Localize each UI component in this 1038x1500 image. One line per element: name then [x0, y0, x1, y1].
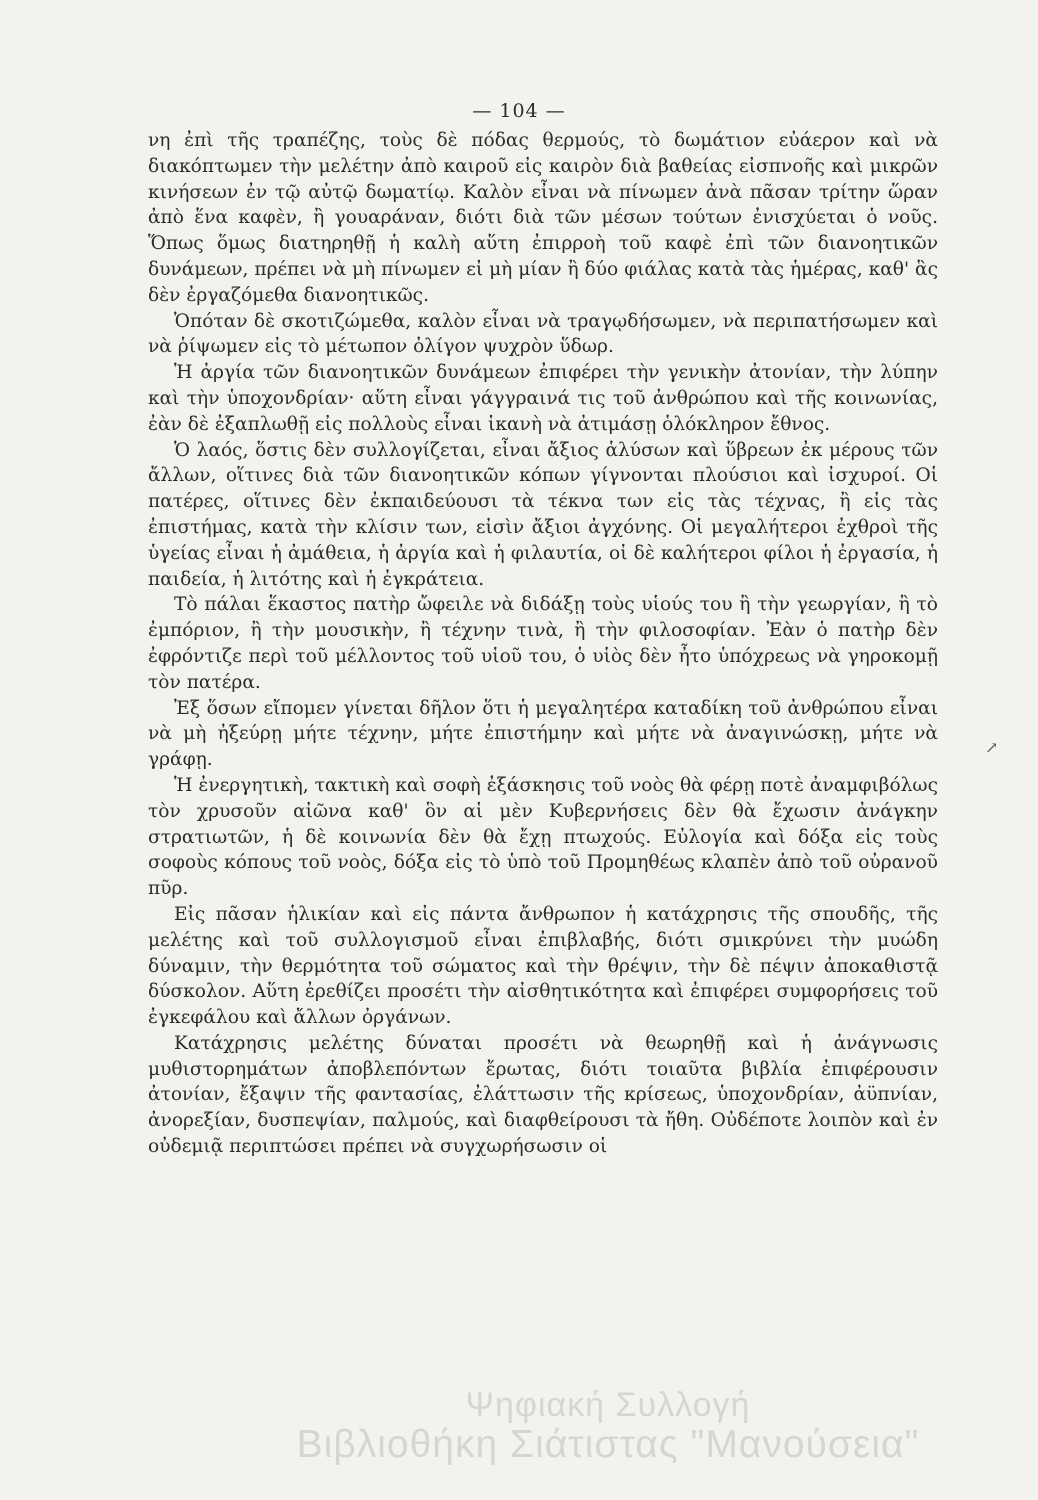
body-text: [148, 128, 938, 1160]
paragraph: Κατάχρησις μελέτης δύναται προσέτι νὰ θεωρηθῇ καὶ ἡ ἀνάγνωσις μυθιστορημάτων ἀποβλεπόντων ἔρωτας, διότι τοιαῦτα βιβλία ἐπιφέρουσιν ἀτονίαν, ἔξαψιν τῆς φαντασίας, ἐλάττωσιν τῆς κρίσεως, ὑποχονδρίαν, ἀϋπνίαν, ἀνορεξίαν, δυσπεψίαν, παλμούς, καὶ διαφθείρουσι τὰ ἤθη. Οὐδέποτε λοιπὸν καὶ ἐν οὐδεμιᾷ περιπτώσει πρέπει νὰ συγχωρήσωσιν οἱ: [148, 1032, 938, 1158]
paragraph: Ἐξ ὅσων εἴπομεν γίνεται δῆλον ὅτι ἡ μεγαλητέρα καταδίκη τοῦ ἀνθρώπου εἶναι νὰ μὴ ἠξεύρῃ μήτε τέχνην, μήτε ἐπιστήμην καὶ μήτε νὰ ἀναγινώσκῃ, μήτε νὰ γράφῃ.: [148, 697, 938, 771]
paragraph: Ὁ λαός, ὅστις δὲν συλλογίζεται, εἶναι ἄξιος ἁλύσων καὶ ὕβρεων ἐκ μέρους τῶν ἄλλων, οἵτινες διὰ τῶν διανοητικῶν κόπων γίγνονται πλούσιοι καὶ ἰσχυροί. Οἱ πατέρες, οἵτινες δὲν ἐκπαιδεύουσι τὰ τέκνα των εἰς τὰς τέχνας, ἢ εἰς τὰς ἐπιστήμας, κατὰ τὴν κλίσιν των, εἰσὶν ἄξιοι ἀγχόνης. Οἱ μεγαλήτεροι ἐχθροὶ τῆς ὑγείας εἶναι ἡ ἀμάθεια, ἡ ἀργία καὶ ἡ φιλαυτία, οἱ δὲ καλήτεροι φίλοι ἡ ἐργασία, ἡ παιδεία, ἡ λιτότης καὶ ἡ ἐγκράτεια.: [148, 439, 938, 590]
watermark-line-2: Βιβλιοθήκη Σιάτιστας "Μανούσεια": [296, 1423, 920, 1466]
library-watermark: [228, 1385, 988, 1465]
paragraph: Ἡ ἀργία τῶν διανοητικῶν δυνάμεων ἐπιφέρει τὴν γενικὴν ἀτονίαν, τὴν λύπην καὶ τὴν ὑποχονδρίαν· αὕτη εἶναι γάγγραινά τις τοῦ ἀνθρώπου καὶ τῆς κοινωνίας, ἐὰν δὲ ἐξαπλωθῇ εἰς πολλοὺς εἶναι ἱκανὴ νὰ ἀτιμάσῃ ὁλόκληρον ἔθνος.: [148, 362, 938, 435]
paragraph: Ὁπόταν δὲ σκοτιζώμεθα, καλὸν εἶναι νὰ τραγῳδήσωμεν, νὰ περιπατήσωμεν καὶ νὰ ῥίψωμεν εἰς τὸ μέτωπον ὀλίγον ψυχρὸν ὕδωρ.: [148, 310, 938, 358]
paragraph: νη ἐπὶ τῆς τραπέζης, τοὺς δὲ πόδας θερμούς, τὸ δωμάτιον εὐάερον καὶ νὰ διακόπτωμεν τὴν μελέτην ἀπὸ καιροῦ εἰς καιρὸν διὰ βαθείας εἰσπνοῆς καὶ μικρῶν κινήσεων ἐν τῷ αὐτῷ δωματίῳ. Καλὸν εἶναι νὰ πίνωμεν ἀνὰ πᾶσαν τρίτην ὥραν ἀπὸ ἕνα καφὲν, ἢ γουαράναν, διότι διὰ τῶν μέσων τούτων ἐνισχύεται ὁ νοῦς. Ὅπως ὅμως διατηρηθῇ ἡ καλὴ αὕτη ἐπιρροὴ τοῦ καφὲ ἐπὶ τῶν διανοητικῶν δυνάμεων, πρέπει νὰ μὴ πίνωμεν εἰ μὴ μίαν ἢ δύο φιάλας κατὰ τὰς ἡμέρας, καθ' ἃς δὲν ἐργαζόμεθα διανοητικῶς.: [148, 130, 938, 306]
watermark-line-1: Ψηφιακή Συλλογή: [465, 1386, 751, 1424]
paragraph: Ἡ ἐνεργητικὴ, τακτικὴ καὶ σοφὴ ἐξάσκησις τοῦ νοὸς θὰ φέρῃ ποτὲ ἀναμφιβόλως τὸν χρυσοῦν αἰῶνα καθ' ὃν αἱ μὲν Κυβερνήσεις δὲν θὰ ἔχωσιν ἀνάγκην στρατιωτῶν, ἡ δὲ κοινωνία δὲν θὰ ἔχῃ πτωχούς. Εὐλογία καὶ δόξα εἰς τοὺς σοφοὺς κόπους τοῦ νοὸς, δόξα εἰς τὸ ὑπὸ τοῦ Προμηθέως κλαπὲν ἀπὸ τοῦ οὐρανοῦ πῦρ.: [148, 774, 938, 900]
paragraph: Τὸ πάλαι ἕκαστος πατὴρ ὤφειλε νὰ διδάξῃ τοὺς υἱούς του ἢ τὴν γεωργίαν, ἢ τὸ ἐμπόριον, ἢ τὴν μουσικὴν, ἢ τέχνην τινὰ, ἢ τὴν φιλοσοφίαν. Ἐὰν ὁ πατὴρ δὲν ἐφρόντιζε περὶ τοῦ μέλλοντος τοῦ υἱοῦ του, ὁ υἱὸς δὲν ἦτο ὑπόχρεως νὰ γηροκομῇ τὸν πατέρα.: [148, 594, 938, 693]
page-number: — 104 —: [472, 100, 566, 122]
margin-mark-icon: ↗: [985, 738, 999, 757]
paragraph: Εἰς πᾶσαν ἡλικίαν καὶ εἰς πάντα ἄνθρωπον ἡ κατάχρησις τῆς σπουδῆς, τῆς μελέτης καὶ τοῦ συλλογισμοῦ εἶναι ἐπιβλαβής, διότι σμικρύνει τὴν μυώδη δύναμιν, τὴν θερμότητα τοῦ σώματος καὶ τὴν θρέψιν, τὴν δὲ πέψιν ἀποκαθιστᾷ δύσκολον. Αὕτη ἐρεθίζει προσέτι τὴν αἰσθητικότητα καὶ ἐπιφέρει συμφορήσεις τοῦ ἐγκεφάλου καὶ ἄλλων ὀργάνων.: [148, 903, 938, 1029]
